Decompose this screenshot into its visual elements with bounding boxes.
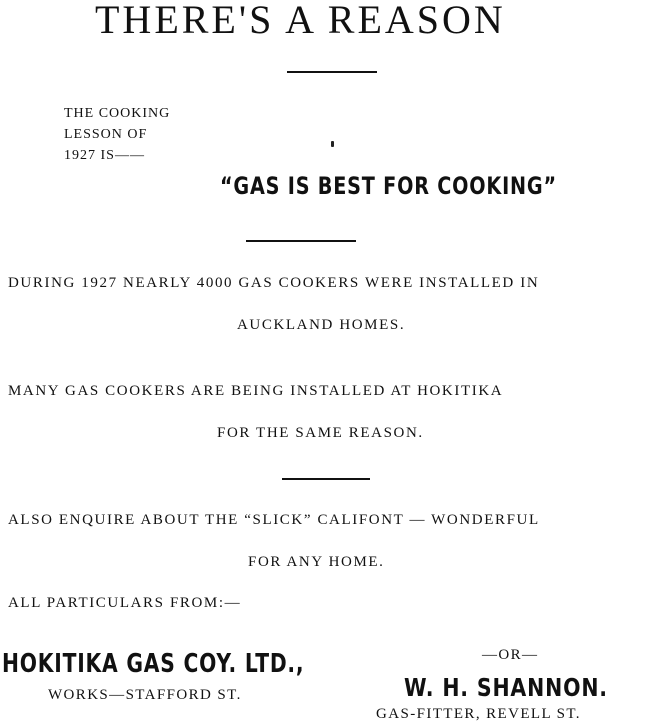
company-name: HOKITIKA GAS COY. LTD., — [2, 649, 305, 679]
paragraph-2-line-2: FOR THE SAME REASON. — [217, 425, 424, 441]
intro-line-2: LESSON OF — [64, 127, 148, 142]
divider-rule-2 — [246, 240, 356, 242]
fitter-name: W. H. SHANNON. — [404, 673, 608, 702]
divider-rule-1 — [287, 71, 377, 73]
headline: THERE'S A REASON — [95, 0, 506, 42]
intro-line-1: THE COOKING — [64, 106, 171, 121]
fitter-address: GAS-FITTER, REVELL ST. — [376, 706, 581, 722]
paragraph-4: ALL PARTICULARS FROM:— — [8, 595, 242, 611]
print-speck — [331, 141, 334, 147]
intro-line-3: 1927 IS—— — [64, 148, 145, 163]
company-address: WORKS—STAFFORD ST. — [48, 687, 242, 703]
slogan: “GAS IS BEST FOR COOKING” — [220, 172, 557, 200]
or-separator: —OR— — [482, 647, 539, 663]
divider-rule-3 — [282, 478, 370, 480]
paragraph-1-line-1: DURING 1927 NEARLY 4000 GAS COOKERS WERE INSTALLED IN — [8, 275, 540, 291]
paragraph-3-line-2: FOR ANY HOME. — [248, 554, 385, 570]
paragraph-3-line-1: ALSO ENQUIRE ABOUT THE “SLICK” CALIFONT — WONDERFUL — [8, 512, 540, 528]
paragraph-2-line-1: MANY GAS COOKERS ARE BEING INSTALLED AT HOKITIKA — [8, 383, 504, 399]
paragraph-1-line-2: AUCKLAND HOMES. — [237, 317, 406, 333]
